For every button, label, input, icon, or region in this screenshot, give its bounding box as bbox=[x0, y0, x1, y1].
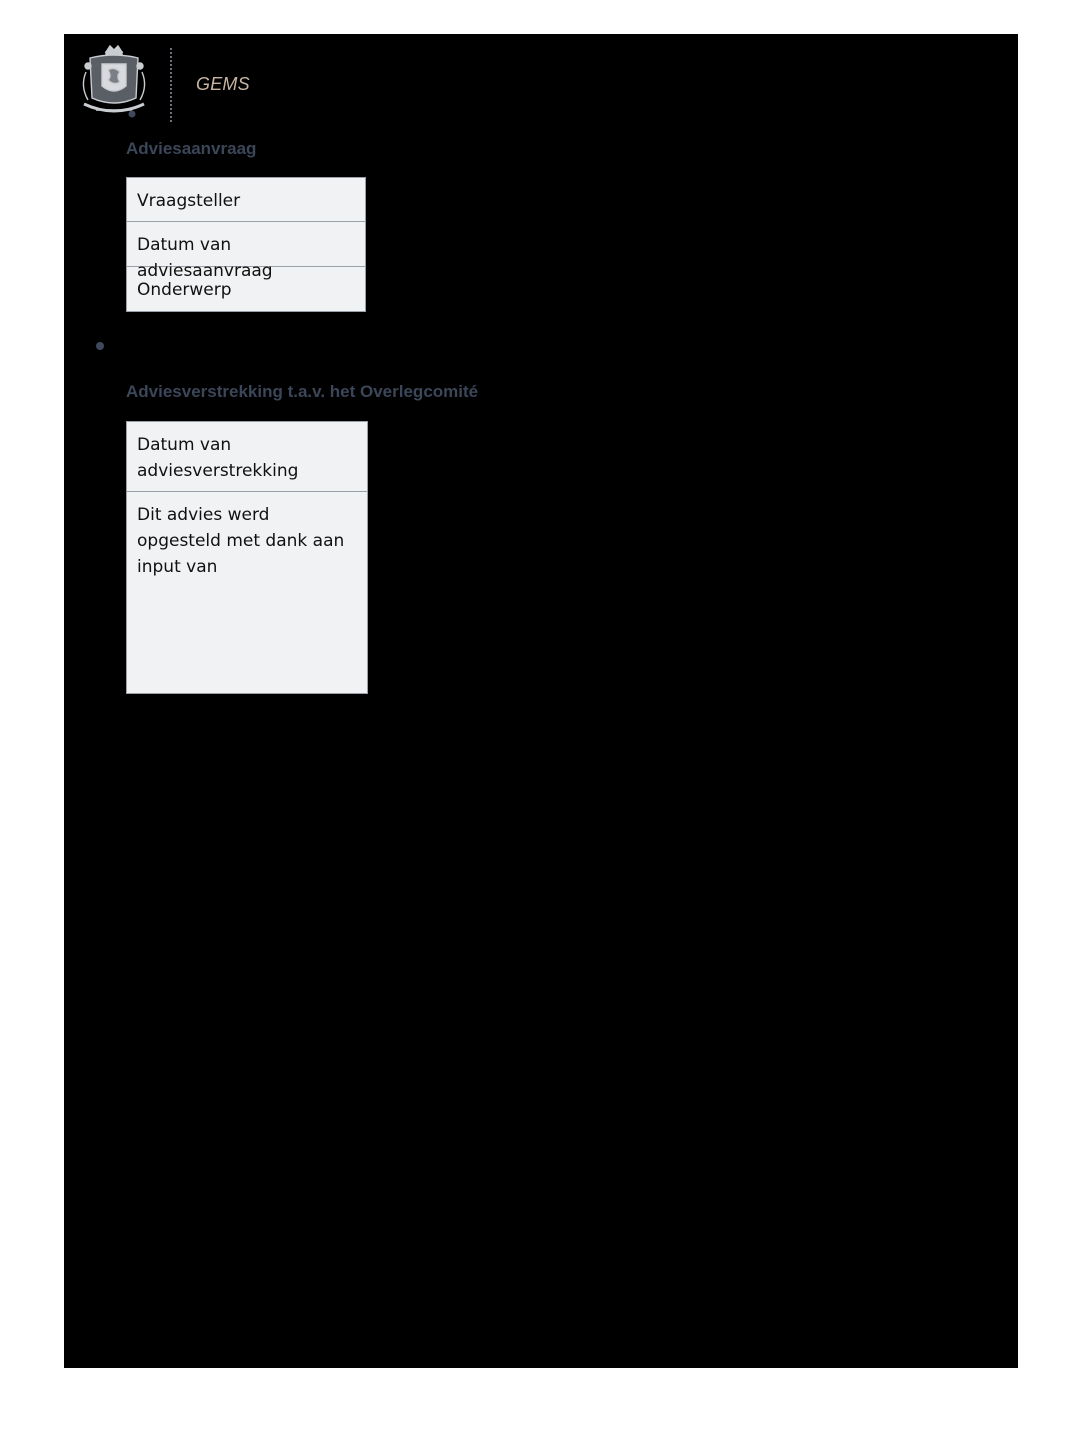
field-label-input-credits: Dit advies werd opgesteld met dank aan input van bbox=[137, 505, 345, 577]
request-fields-table bbox=[126, 177, 366, 312]
header-divider bbox=[170, 48, 172, 122]
organization-name: GEMS bbox=[196, 74, 250, 94]
belgian-coat-of-arms-icon bbox=[76, 42, 152, 122]
field-label-request-date: Datum van adviesaanvraag bbox=[127, 222, 365, 267]
list-bullet bbox=[96, 342, 104, 350]
delivery-fields-table bbox=[126, 421, 368, 694]
field-label-requester: Vraagsteller bbox=[127, 178, 365, 222]
field-label-delivery-date: Datum van adviesverstrekking bbox=[127, 422, 367, 492]
field-label-subject: Onderwerp bbox=[137, 280, 232, 300]
section-heading-request: Adviesaanvraag bbox=[126, 139, 257, 158]
section-heading-delivery: Adviesverstrekking t.a.v. het Overlegcomité bbox=[126, 382, 479, 401]
